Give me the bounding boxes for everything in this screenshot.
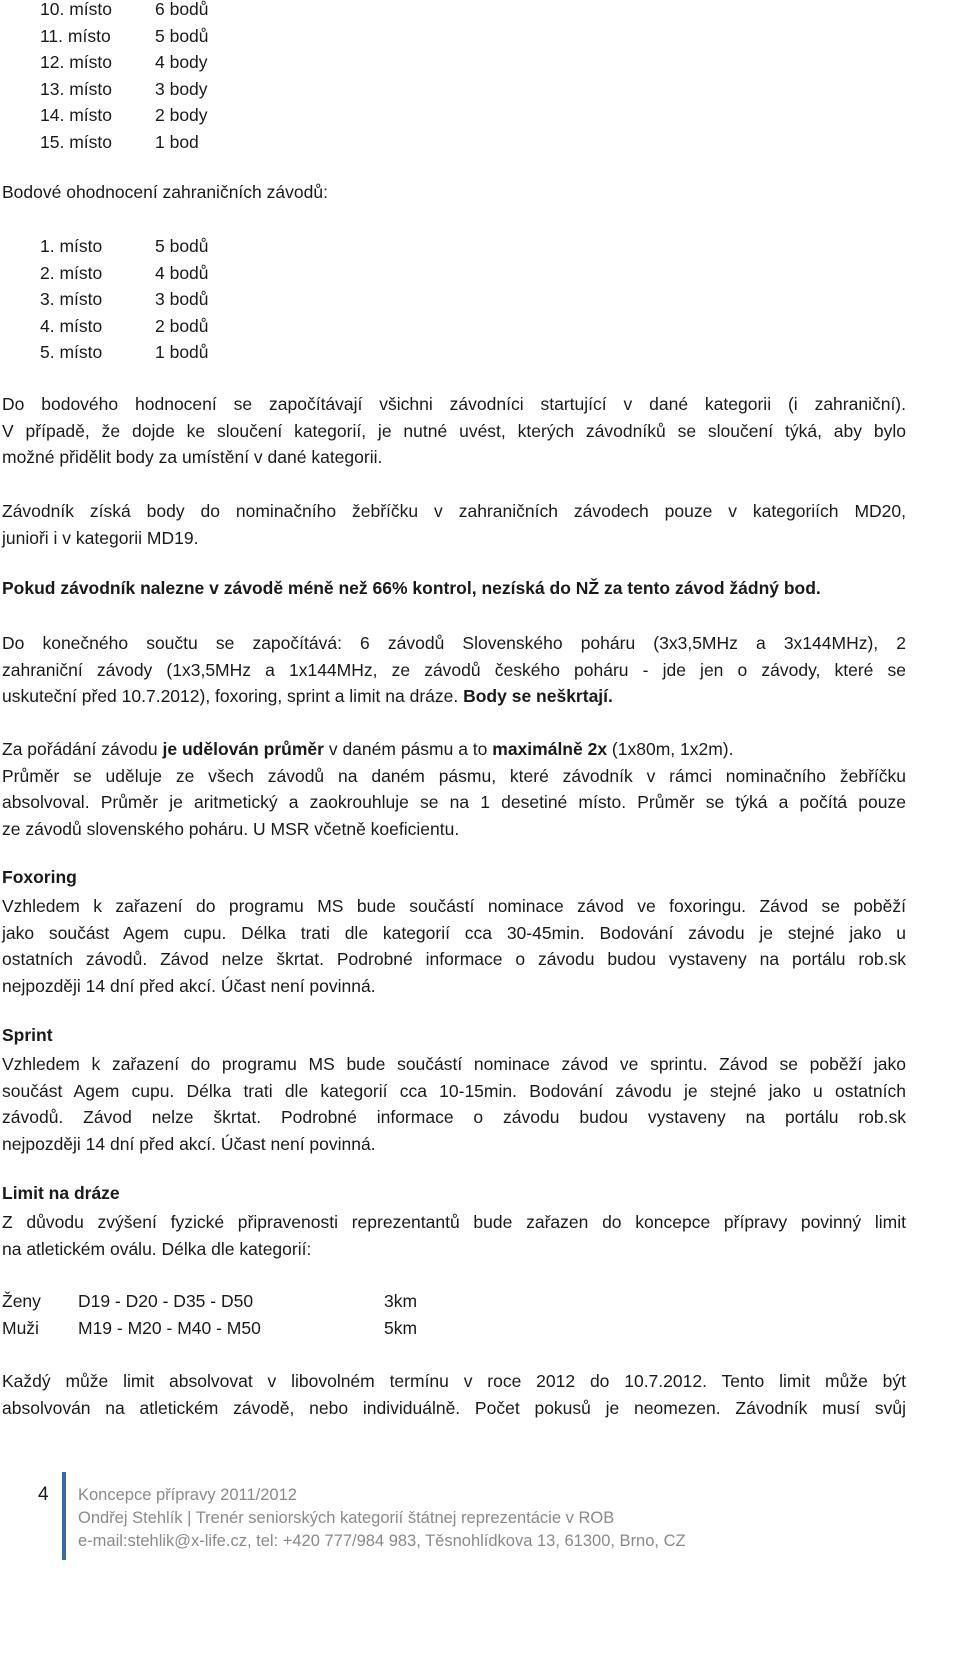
table-cell-distance: 5km [384,1317,418,1338]
rank-points: 1 bodů [155,342,209,362]
text-bold-segment: maximálně 2x [492,739,608,759]
text-segment: (1x80m, 1x2m). [607,739,734,759]
text-bold-segment: Body se neškrtají. [463,686,613,706]
rank-row [40,286,209,313]
domestic-rank-list [40,0,209,155]
rank-points: 4 body [155,52,208,72]
track-limit-table [2,1288,417,1341]
rank-place: 5. místo [40,342,103,362]
rank-row [40,339,209,366]
table-cell-categories: M19 - M20 - M40 - M50 [78,1317,261,1338]
text-line: součást Agem cupu. Délka trati dle kategorií cca 10-15min. Bodování závodu je stejné jako u ostatních [2,1080,906,1101]
rank-points: 6 bodů [155,0,209,19]
footer-author: Ondřej Stehlík | Trenér seniorských kategorií štátnej reprezentácie v ROB [78,1509,615,1527]
rank-points: 3 body [155,78,208,99]
paragraph-foxoring [2,893,906,999]
table-cell-categories: D19 - D20 - D35 - D50 [78,1291,254,1311]
text-line: možné přidělit body za umístění v dané kategorii. [2,447,383,467]
rank-points: 3 bodů [155,289,209,309]
rank-row [40,129,209,156]
footer-contact: e-mail:stehlik@x-life.cz, tel: +420 777/984 983, Těsnohlídkova 13, 61300, Brno, CZ [78,1532,686,1550]
rank-points: 4 bodů [155,262,209,283]
rank-place: 4. místo [40,315,103,336]
page-footer [78,1484,686,1553]
paragraph-control-threshold: Pokud závodník nalezne v závodě méně než 66% kontrol, nezíská do NŽ za tento závod žádný bod. [2,578,821,598]
text-line: závodů. Závod nelze škrtat. Podrobné informace o závodu budou vystaveny na portálu rob.sk [2,1107,906,1127]
rank-row [40,102,209,129]
text-segment: Za pořádání závodu [2,739,163,759]
text-line: absolvoval. Průměr je aritmetický a zaokrouhluje se na 1 desetiné místo. Průměr se týká a počítá pouze [2,792,906,812]
foreign-rank-list [40,233,209,366]
rank-points: 2 body [155,105,208,125]
table-row [2,1315,417,1342]
rank-place: 13. místo [40,78,112,99]
rank-points: 5 bodů [155,236,209,256]
table-row [2,1288,417,1315]
rank-place: 12. místo [40,52,112,72]
rank-row [40,49,209,76]
footer-divider [62,1472,66,1560]
rank-points: 5 bodů [155,25,209,46]
paragraph-final-sum [2,630,906,710]
text-line [2,683,906,710]
paragraph-limit-details [2,1368,906,1421]
rank-place: 15. místo [40,131,112,152]
text-line: Do bodového hodnocení se započítávají všichni závodníci startující v dané kategorii (i zahraniční). [2,394,906,414]
rank-place: 2. místo [40,262,103,283]
sprint-heading: Sprint [2,1025,53,1045]
text-segment: v daném pásmu a to [323,739,493,759]
rank-place: 11. místo [40,25,111,46]
rank-row [40,23,209,50]
rank-points: 2 bodů [155,315,209,336]
text-line: jako součást Agem cupu. Délka trati dle kategorií cca 30-45min. Bodování závodu je stejné jako u [2,922,906,943]
foreign-points-heading: Bodové ohodnocení zahraničních závodů: [2,182,328,202]
rank-place: 1. místo [40,236,103,256]
text-line: nejpozději 14 dní před akcí. Účast není povinná. [2,975,376,996]
rank-place: 14. místo [40,105,112,125]
rank-row [40,233,209,260]
foxoring-heading: Foxoring [2,867,77,887]
rank-points: 1 bod [155,131,199,152]
rank-place: 3. místo [40,289,103,309]
text-bold-segment: je udělován průměr [162,739,324,759]
text-line: zahraniční závody (1x3,5MHz a 1x144MHz, ze závodů českého poháru - jde jen o závody, které se [2,659,906,680]
text-segment: uskuteční před 10.7.2012), foxoring, sprint a limit na dráze. [2,686,459,706]
paragraph-organizer-average [2,736,906,842]
paragraph-foreign-categories [2,498,906,551]
text-line: Z důvodu zvýšení fyzické připravenosti reprezentantů bude zařazen do koncepce přípravy povinný limit [2,1212,906,1232]
table-cell-sex: Muži [2,1317,39,1338]
paragraph-sprint [2,1051,906,1157]
text-line: Vzhledem k zařazení do programu MS bude součástí nominace závod ve sprintu. Závod se poběží jako [2,1054,906,1074]
table-cell-distance: 3km [384,1291,418,1311]
text-line: V případě, že dojde ke sloučení kategorií, je nutné uvést, kterých závodníků se sloučení týká, aby bylo [2,420,906,441]
text-line: absolvován na atletickém závodě, nebo individuálně. Počet pokusů je neomezen. Závodník musí svůj [2,1397,906,1418]
rank-row [40,76,209,103]
page-number: 4 [38,1484,49,1505]
text-line: Závodník získá body do nominačního žebříčku v zahraničních závodech pouze v kategoriích MD20, [2,501,906,521]
rank-place: 10. místo [40,0,112,19]
text-line: na atletickém oválu. Délka dle kategorií: [2,1238,312,1259]
track-limit-heading: Limit na dráze [2,1183,120,1203]
text-line: Do konečného součtu se započítává: 6 závodů Slovenského poháru (3x3,5MHz a 3x144MHz), 2 [2,633,906,653]
text-line: Vzhledem k zařazení do programu MS bude součástí nominace závod ve foxoringu. Závod se poběží [2,896,906,916]
text-line: ostatních závodů. Závod nelze škrtat. Podrobné informace o závodu budou vystaveny na portálu rob.sk [2,949,906,969]
footer-title: Koncepce přípravy 2011/2012 [78,1486,297,1504]
text-line: junioři i v kategorii MD19. [2,527,199,548]
text-line: Průměr se uděluje ze všech závodů na daném pásmu, které závodník v rámci nominačního žebříčku [2,765,906,786]
text-line: Každý může limit absolvovat v libovolném termínu v roce 2012 do 10.7.2012. Tento limit může být [2,1371,906,1391]
text-line [2,736,906,763]
rank-row [40,313,209,340]
paragraph-scoring-rules [2,391,906,471]
table-cell-sex: Ženy [2,1291,41,1311]
text-line: ze závodů slovenského poháru. U MSR včetně koeficientu. [2,818,460,839]
rank-row [40,0,209,23]
text-line: nejpozději 14 dní před akcí. Účast není povinná. [2,1133,376,1154]
rank-row [40,260,209,287]
paragraph-track-limit [2,1209,906,1262]
